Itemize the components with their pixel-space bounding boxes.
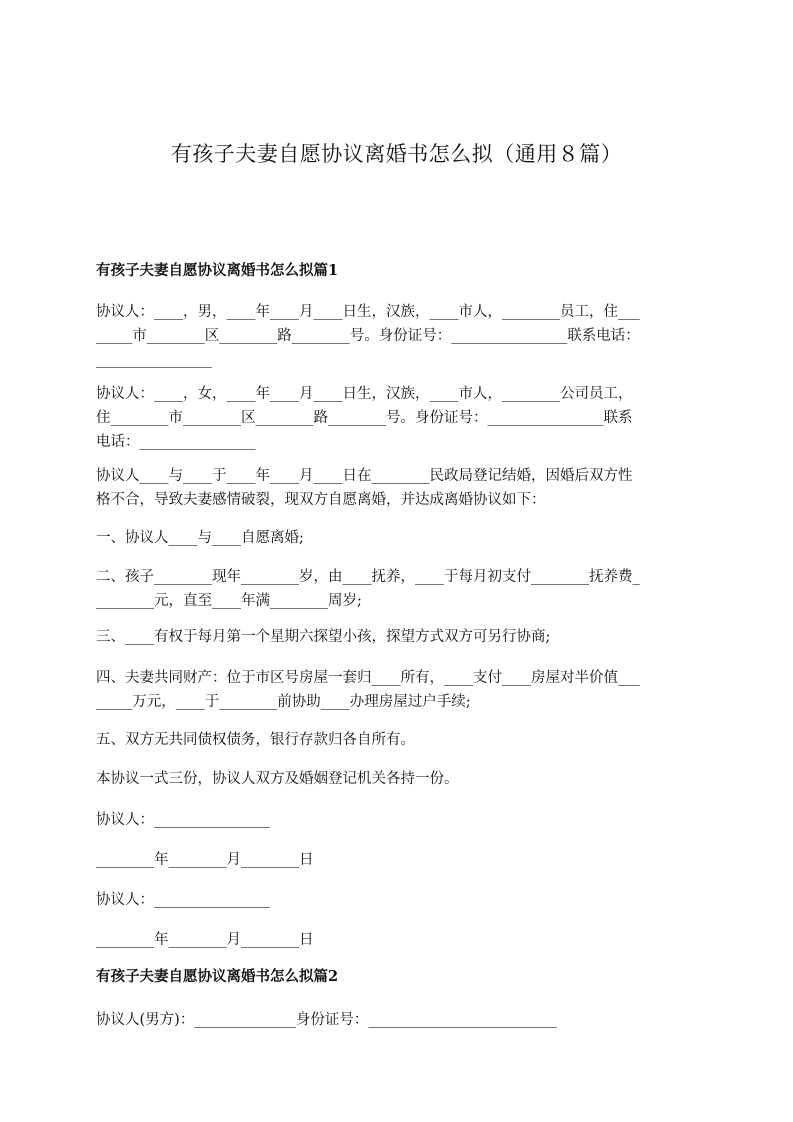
party-1-paragraph	[96, 300, 696, 372]
marriage-paragraph	[96, 464, 696, 512]
clause-3	[96, 625, 696, 649]
document-title: 有孩子夫妻自愿协议离婚书怎么拟（通用８篇）	[170, 142, 623, 166]
text-line: ________年________月________日	[96, 932, 314, 948]
text-line: 格不合，导致夫妻感情破裂，现双方自愿离婚，并达成离婚协议如下：	[96, 492, 546, 508]
clause-4	[96, 666, 696, 714]
text-line: _____万元，____于________前协助____办理房屋过户手续;	[96, 694, 471, 710]
date-line-2	[96, 928, 696, 952]
text-line: 协议人：________________	[96, 812, 270, 828]
signature-line-1	[96, 808, 696, 832]
text-line: 协议人：____，男，____年____月____日生，汉族，____市人，________员工，住___	[96, 304, 640, 320]
text-line: 住________市________区________路________号。身份证号：________________联系	[96, 410, 633, 426]
text-line: 电话：________________	[96, 434, 256, 450]
text-line: 协议人(男方)：______________身份证号：__________________________	[96, 1012, 557, 1028]
clause-5	[96, 728, 696, 752]
text-line: 协议人____与____于____年____月____日在________民政局登记结婚，因婚后双方性	[96, 468, 633, 484]
text-line: _____市________区________路________号。身份证号：________________联系电话：	[96, 328, 640, 344]
section-1-heading: 有孩子夫妻自愿协议离婚书怎么拟篇1	[96, 262, 339, 279]
text-line: 一、协议人____与____自愿离婚;	[96, 530, 304, 546]
section-2-party-line	[96, 1008, 696, 1032]
signature-line-2	[96, 888, 696, 912]
party-2-paragraph	[96, 382, 696, 454]
section-2-heading: 有孩子夫妻自愿协议离婚书怎么拟篇2	[96, 968, 339, 985]
date-line-1	[96, 848, 696, 872]
text-line: 本协议一式三份，协议人双方及婚姻登记机关各持一份。	[96, 771, 459, 787]
text-line: ________________	[96, 352, 212, 368]
text-line: ________元，直至____年满________周岁;	[96, 593, 362, 609]
text-line: 三、____有权于每月第一个星期六探望小孩，探望方式双方可另行协商;	[96, 629, 551, 645]
copies-statement	[96, 767, 696, 791]
text-line: 四、夫妻共同财产：位于市区号房屋一套归____所有，____支付____房屋对半价值___	[96, 670, 640, 686]
text-line: 协议人：________________	[96, 892, 270, 908]
text-line: 协议人：____，女，____年____月____日生，汉族，____市人，________公司员工，	[96, 386, 633, 402]
clause-2	[96, 565, 696, 613]
clause-1	[96, 526, 696, 550]
text-line: 五、双方无共同债权债务，银行存款归各自所有。	[96, 732, 415, 748]
text-line: ________年________月________日	[96, 852, 314, 868]
text-line: 二、孩子________现年________岁，由____抚养，____于每月初支付________抚养费_	[96, 569, 640, 585]
